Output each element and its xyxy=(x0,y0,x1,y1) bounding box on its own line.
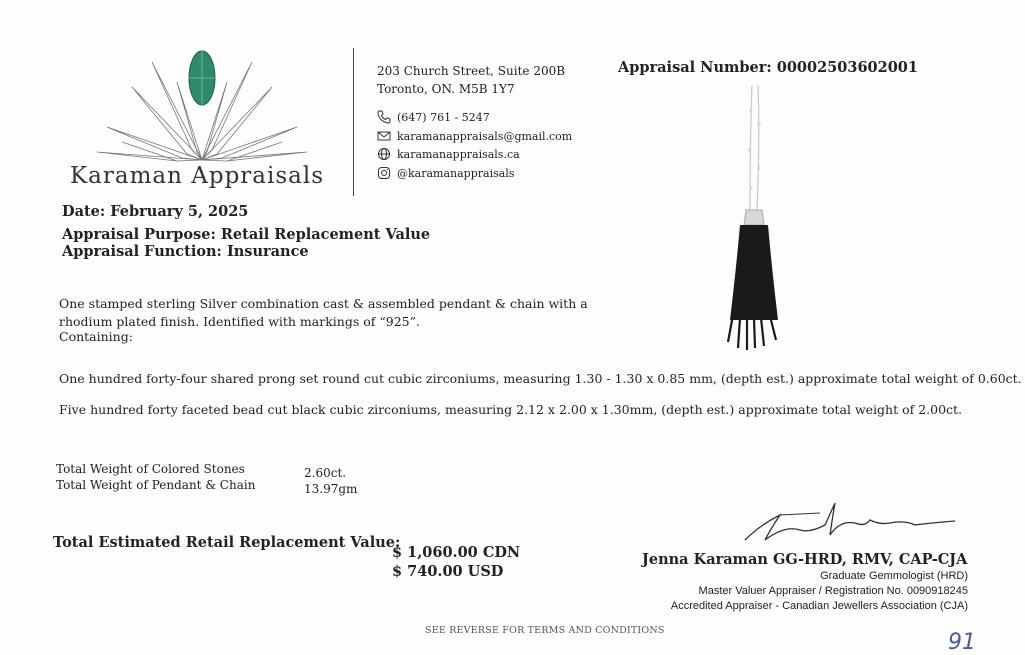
pendant-photo xyxy=(700,80,810,360)
header-divider xyxy=(353,48,354,196)
email-text: karamanappraisals@gmail.com xyxy=(397,129,573,143)
page-mark: 91 xyxy=(948,630,976,655)
stones-description-1: One hundred forty-four shared prong set round cut cubic zirconiums, measuring 1.30 - 1.30 x 0.85 mm, (depth est.) approximate total weight of 0.60ct. xyxy=(59,371,1022,386)
terms-footer: SEE REVERSE FOR TERMS AND CONDITIONS xyxy=(425,625,665,636)
appraisal-purpose: Appraisal Purpose: Retail Replacement Value xyxy=(62,226,431,243)
pendant-weight-label: Total Weight of Pendant & Chain xyxy=(56,478,256,492)
instagram-icon xyxy=(377,166,391,180)
email-icon xyxy=(377,129,391,143)
appraisal-number: Appraisal Number: 00002503602001 xyxy=(618,59,918,76)
instagram-text: @karamanappraisals xyxy=(397,166,515,180)
company-logo xyxy=(92,42,312,164)
total-value-label: Total Estimated Retail Replacement Value: xyxy=(53,534,401,551)
appraiser-credential-2: Master Valuer Appraiser / Registration No. 0090918245 xyxy=(698,585,968,597)
instagram-row xyxy=(377,166,514,180)
website-text: karamanappraisals.ca xyxy=(397,147,520,161)
address-line-1: 203 Church Street, Suite 200B xyxy=(377,64,566,78)
colored-stones-value: 2.60ct. xyxy=(304,466,347,480)
appraiser-name: Jenna Karaman GG-HRD, RMV, CAP-CJA xyxy=(642,551,968,568)
stones-description-2: Five hundred forty faceted bead cut black cubic zirconiums, measuring 2.12 x 2.00 x 1.30mm, (depth est.) approximate total weight of 2.00ct. xyxy=(59,402,963,417)
handwritten-signature xyxy=(740,495,970,550)
appraiser-credential-1: Graduate Gemmologist (HRD) xyxy=(820,570,968,582)
address-line-2: Toronto, ON. M5B 1Y7 xyxy=(377,82,515,96)
company-name: Karaman Appraisals xyxy=(70,163,325,189)
appraiser-credential-3: Accredited Appraiser - Canadian Jewellers Association (CJA) xyxy=(670,600,968,612)
description-line-3: Containing: xyxy=(59,329,133,344)
email-row xyxy=(377,129,572,143)
total-value-cdn: $ 1,060.00 CDN xyxy=(392,544,521,561)
appraisal-date: Date: February 5, 2025 xyxy=(62,203,249,220)
globe-icon xyxy=(377,147,391,161)
description-line-2: rhodium plated finish. Identified with markings of “925”. xyxy=(59,314,420,329)
phone-icon xyxy=(377,110,391,124)
phone-row xyxy=(377,110,490,124)
pendant-weight-value: 13.97gm xyxy=(304,482,358,496)
website-row xyxy=(377,147,520,161)
description-line-1: One stamped sterling Silver combination cast & assembled pendant & chain with a xyxy=(59,296,588,311)
appraisal-function: Appraisal Function: Insurance xyxy=(62,243,309,260)
colored-stones-label: Total Weight of Colored Stones xyxy=(56,462,245,476)
total-value-usd: $ 740.00 USD xyxy=(392,563,504,580)
phone-text: (647) 761 - 5247 xyxy=(397,110,490,124)
